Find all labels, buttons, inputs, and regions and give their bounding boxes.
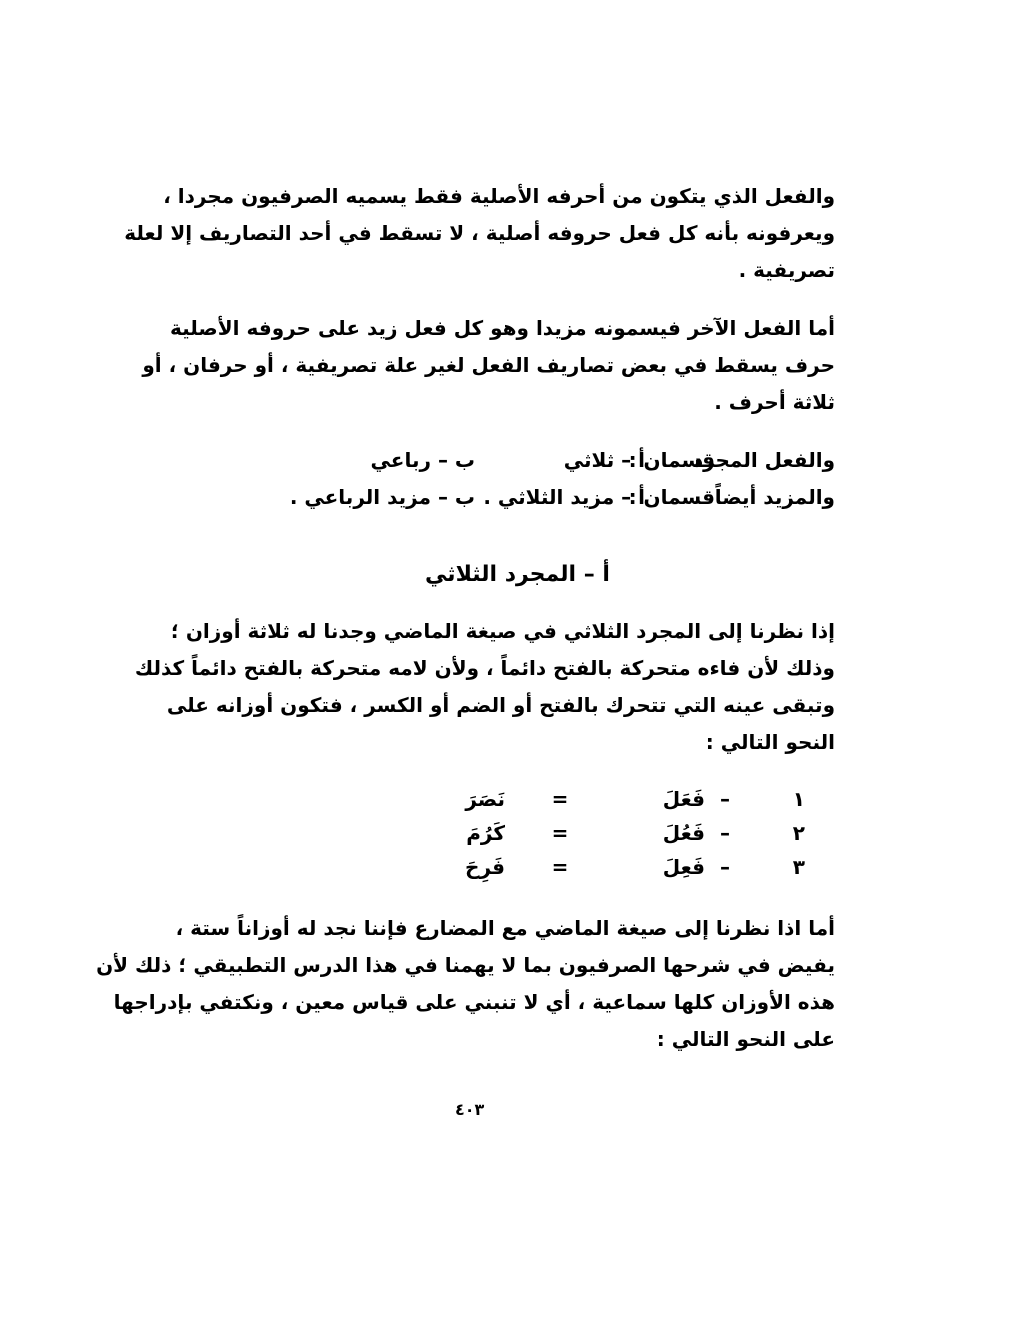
- division-subject: والفعل المجرد: [692, 448, 835, 472]
- text-line: تصريفية .: [738, 258, 835, 282]
- verb-divisions: [200, 442, 835, 516]
- form-example: كَرُمَ: [466, 821, 505, 845]
- division-row-mujarrad: [200, 442, 835, 479]
- paragraph-thulathi-forms: [134, 613, 835, 761]
- form-equals: =: [551, 855, 569, 879]
- division-row-mazid: [200, 479, 835, 516]
- division-part-b: ب – مزيد الرباعي .: [289, 485, 475, 509]
- text-line: أما اذا نظرنا إلى صيغة الماضي مع المضارع فإننا نجد له أوزاناً ستة ،: [175, 916, 835, 940]
- division-part-a: أ – ثلاثي: [563, 448, 645, 472]
- text-line: وتبقى عينه التي تتحرك بالفتح أو الضم أو الكسر ، فتكون أوزانه على: [166, 693, 835, 717]
- form-pattern: فَعَلَ: [662, 787, 705, 811]
- paragraph-mazid-definition: [142, 310, 835, 421]
- form-example: فَرِحَ: [465, 855, 505, 879]
- text-line: ثلاثة أحرف .: [714, 390, 835, 414]
- text-line: على النحو التالي :: [656, 1027, 835, 1051]
- verb-form-row: [200, 816, 835, 850]
- form-pattern: فَعُلَ: [662, 821, 705, 845]
- form-dash: –: [720, 787, 730, 811]
- text-line: حرف يسقط في بعض تصاريف الفعل لغير علة تصريفية ، أو حرفان ، أو: [142, 353, 835, 377]
- division-part-b: ب – رباعي: [370, 448, 475, 472]
- text-line: ويعرفونه بأنه كل فعل حروفه أصلية ، لا تسقط في أحد التصاريف إلا لعلة: [124, 221, 835, 245]
- verb-form-row: [200, 850, 835, 884]
- form-dash: –: [720, 855, 730, 879]
- text-line: إذا نظرنا إلى المجرد الثلاثي في صيغة الماضي وجدنا له ثلاثة أوزان ؛: [170, 619, 835, 643]
- paragraph-mujarrad-definition: [124, 178, 835, 289]
- page-number: ٤٠٣: [455, 1100, 485, 1119]
- text-line: النحو التالي :: [705, 730, 835, 754]
- form-number: ٢: [792, 821, 805, 845]
- paragraph-six-forms: [96, 910, 835, 1058]
- division-part-a: أ – مزيد الثلاثي .: [483, 485, 645, 509]
- form-dash: –: [720, 821, 730, 845]
- form-equals: =: [551, 821, 569, 845]
- verb-form-row: [200, 782, 835, 816]
- text-line: وذلك لأن فاءه متحركة بالفتح دائماً ، ولأن لامه متحركة بالفتح دائماً كذلك: [134, 656, 835, 680]
- division-subject: والمزيد أيضاً: [714, 485, 835, 509]
- form-number: ٣: [792, 855, 805, 879]
- form-example: نَصَرَ: [465, 787, 505, 811]
- text-line: يفيض في شرحها الصرفيون بما لا يهمنا في هذا الدرس التطبيقي ؛ ذلك لأن: [96, 953, 835, 977]
- form-number: ١: [792, 787, 805, 811]
- section-heading: أ – المجرد الثلاثي: [425, 562, 610, 587]
- text-line: والفعل الذي يتكون من أحرفه الأصلية فقط يسميه الصرفيون مجردا ،: [163, 184, 835, 208]
- text-line: هذه الأوزان كلها سماعية ، أي لا تنبني على قياس معين ، ونكتفي بإدراجها: [113, 990, 835, 1014]
- verb-forms-list: [200, 782, 835, 884]
- text-line: أما الفعل الآخر فيسمونه مزيدا وهو كل فعل زيد على حروفه الأصلية: [169, 316, 835, 340]
- division-label: قسمان :: [628, 448, 715, 472]
- form-pattern: فَعِلَ: [662, 855, 705, 879]
- form-equals: =: [551, 787, 569, 811]
- division-label: قسمان :: [628, 485, 715, 509]
